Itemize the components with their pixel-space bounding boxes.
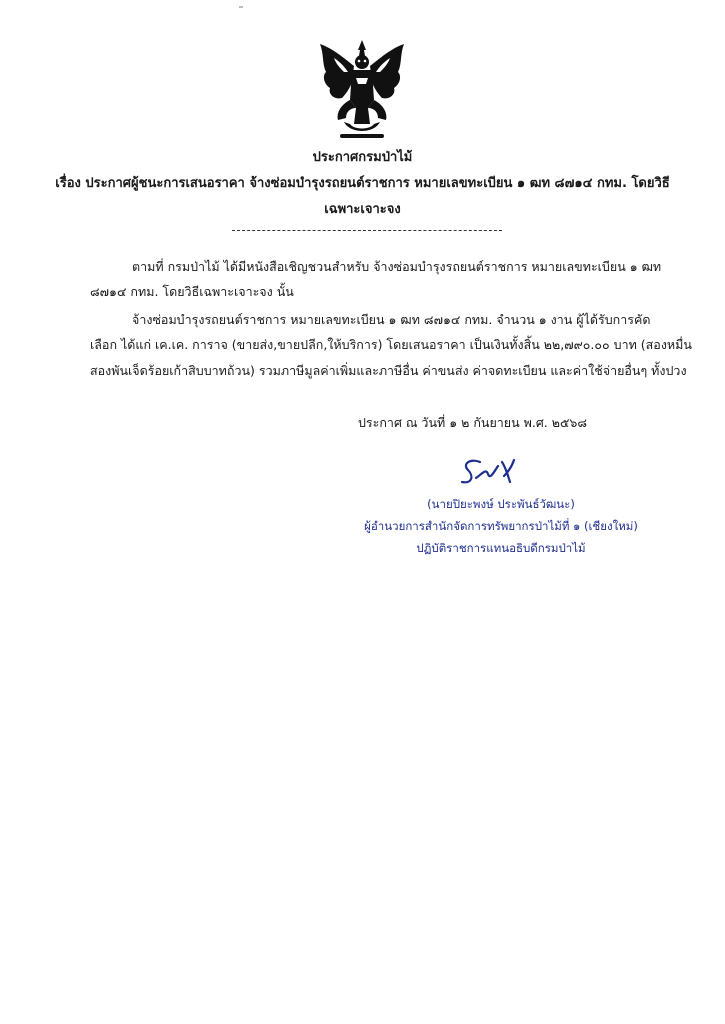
handwritten-signature-icon: [452, 452, 522, 492]
signatory-acting-for: ปฏิบัติราชการแทนอธิบดีกรมป่าไม้: [416, 541, 586, 555]
scan-mark: [239, 6, 243, 8]
subject-line-1: เรื่อง ประกาศผู้ชนะการเสนอราคา จ้างซ่อมบำรุงรถยนต์ราชการ หมายเลขทะเบียน ๑ ฒท ๘๗๑๔ กทม. โดยวิธี: [55, 176, 670, 191]
paragraph-2-line-2: เลือก ได้แก่ เค.เค. การาจ (ขายส่ง,ขายปลีก,ให้บริการ) โดยเสนอราคา เป็นเงินทั้งสิ้น ๒๒,๗๙๐.๐๐ บาท (สองหมื่น: [90, 337, 692, 352]
announcement-date: ประกาศ ณ วันที่ ๑ ๒ กันยายน พ.ศ. ๒๕๖๘: [358, 415, 587, 430]
paragraph-1-line-2: ๘๗๑๔ กทม. โดยวิธีเฉพาะเจาะจง นั้น: [90, 284, 294, 299]
subject-line-2: เฉพาะเจาะจง: [324, 202, 401, 217]
signatory-position: ผู้อำนวยการสำนักจัดการทรัพยากรป่าไม้ที่ ๑ (เชียงใหม่): [364, 519, 638, 533]
paragraph-1-line-1: ตามที่ กรมป่าไม้ ได้มีหนังสือเชิญชวนสำหรับ จ้างซ่อมบำรุงรถยนต์ราชการ หมายเลขทะเบียน ๑ ฒท: [132, 259, 662, 274]
signatory-name: (นายปิยะพงษ์ ประพันธ์วัฒนะ): [427, 497, 575, 511]
paragraph-2-line-1: จ้างซ่อมบำรุงรถยนต์ราชการ หมายเลขทะเบียน ๑ ฒท ๘๗๑๔ กทม. จำนวน ๑ งาน ผู้ได้รับการคัด: [132, 312, 651, 327]
divider: [232, 230, 502, 231]
garuda-emblem-icon: [314, 38, 410, 142]
paragraph-2-line-3: สองพันเจ็ดร้อยเก้าสิบบาทถ้วน) รวมภาษีมูลค่าเพิ่มและภาษีอื่น ค่าขนส่ง ค่าจดทะเบียน และค่าใช้จ่ายอื่นๆ ทั้งปวง: [90, 363, 687, 378]
document-title: ประกาศกรมป่าไม้: [312, 150, 413, 165]
